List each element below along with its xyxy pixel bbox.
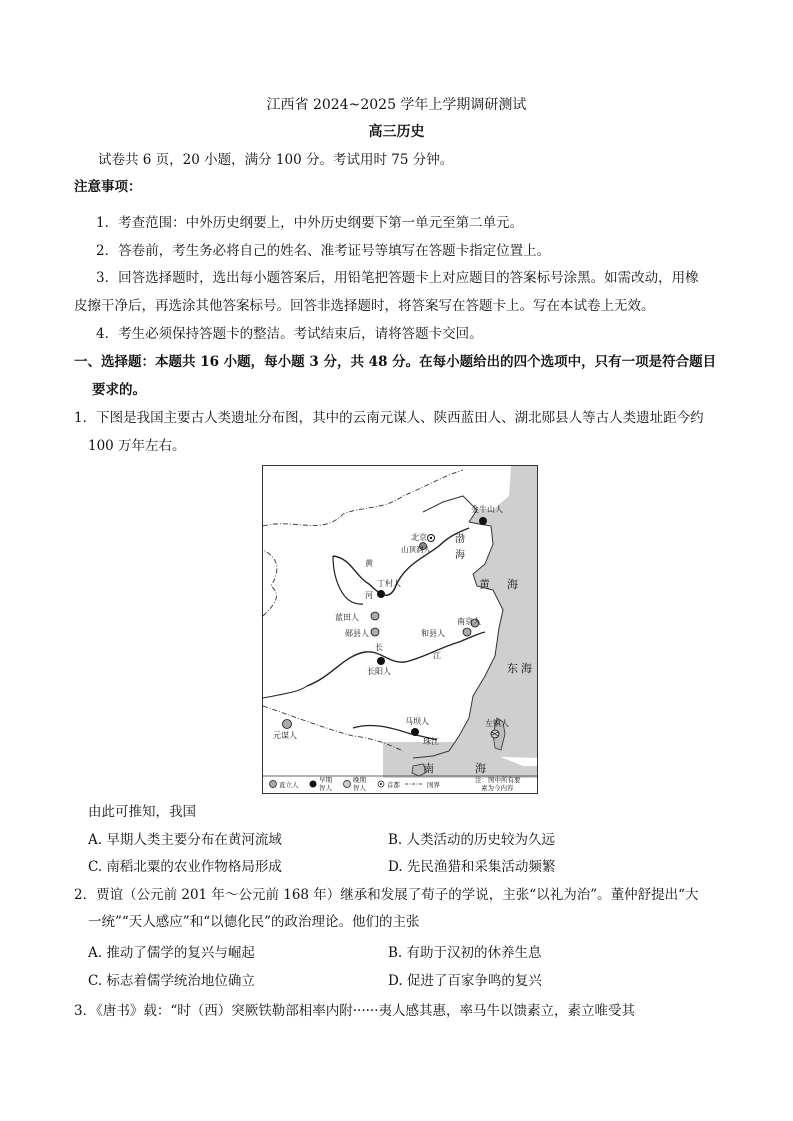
legend-zhili-swatch [270,781,277,788]
label-zuozhen: 左镇人 [485,719,509,728]
label-nanhai-2: 海 [475,762,486,775]
label-nanjing: 南京人 [457,617,481,626]
question-1-option-b[interactable]: B. 人类活动的历史较为久远 [388,832,556,848]
question-2-option-a[interactable]: A. 推动了儒学的复兴与崛起 [88,945,255,961]
legend-zaoqi-2: 智人 [319,784,332,792]
site-dingcun-marker [377,590,385,598]
map-svg [263,466,537,793]
label-he: 河 [365,591,373,600]
label-chang: 长 [375,643,383,652]
label-nanhai-1: 南 [423,762,434,775]
label-lantian: 蓝田人 [335,613,359,622]
note-item: 1．考查范围：中外历史纲要上，中外历史纲要下第一单元至第二单元。 [96,215,524,231]
site-changyang-marker [377,657,385,665]
site-hexian-marker [463,628,471,636]
site-yuanmou-marker [283,720,292,729]
question-1-stem: 1．下图是我国主要古人类遗址分布图，其中的云南元谋人、陕西蓝田人、湖北郧县人等古人类遗址距今约 [74,410,704,426]
legend-wanqi-swatch [344,781,351,788]
note-item: 4．考生必须保持答题卡的整洁。考试结束后，请将答题卡交回。 [96,326,483,342]
legend-note-1: 注：图中所有要 [475,776,521,784]
note-item: 2．答卷前，考生务必将自己的姓名、准考证号等填写在答题卡指定位置上。 [96,243,551,259]
yangtze-river [307,632,485,686]
label-maba: 马坝人 [405,717,429,726]
notes-heading: 注意事项： [74,179,142,195]
ancient-sites-map [262,465,538,794]
label-dingcun: 丁村人 [377,579,401,588]
exam-intro: 试卷共 6 页，20 小题，满分 100 分。考试用时 75 分钟。 [98,152,454,168]
question-2-option-d[interactable]: D. 促进了百家争鸣的复兴 [388,973,542,989]
yellow-river [333,528,469,595]
question-1-option-c[interactable]: C. 南稻北粟的农业作物格局形成 [88,859,282,875]
label-bohai-hai: 海 [455,550,465,561]
label-huanghai-1: 黄 [479,578,490,591]
note-item: 皮擦干净后，再选涂其他答案标号。回答非选择题时，将答案写在答题卡上。写在本试卷上无效。 [74,298,655,314]
section-heading: 一、选择题：本题共 16 小题，每小题 3 分，共 48 分。在每小题给出的四个选项中，只有一项是符合题目 [74,354,717,370]
question-1-option-d[interactable]: D. 先民渔猎和采集活动频繁 [388,859,556,875]
label-hexian: 和县人 [421,629,445,638]
legend-wanqi-2: 智人 [353,784,366,792]
site-lantian-marker [371,612,379,620]
label-donghai-1: 东 [507,662,518,675]
question-2-option-c[interactable]: C. 标志着儒学统治地位确立 [88,973,255,989]
label-donghai-2: 海 [521,662,532,675]
border-south [263,706,403,751]
label-yuanmou: 元谋人 [273,731,297,740]
border-north [263,470,463,526]
question-1-stem-cont: 100 万年左右。 [88,438,186,454]
label-huanghai-2: 海 [507,578,518,591]
legend-wanqi-1: 晚期 [353,776,366,784]
label-changyang: 长阳人 [367,667,391,676]
legend-border: 国界 [427,781,440,789]
label-shandingdong: 山顶洞人 [401,545,431,554]
note-item: 3．回答选择题时，选出每小题答案后，用铅笔把答题卡上对应题目的答案标号涂黑。如需改动，用橡 [96,270,699,286]
label-jinniushan: 金牛山人 [471,505,503,514]
question-1-option-a[interactable]: A. 早期人类主要分布在黄河流域 [88,832,282,848]
legend-capital: 首都 [387,781,400,789]
yangtze-upper [263,686,307,698]
label-yunxian: 郧县人 [345,629,369,638]
legend-zaoqi-1: 早期 [319,776,332,784]
bohai-coast [423,496,477,522]
site-jinniushan-marker [479,517,487,525]
question-2-stem-cont: 一统”“天人感应”和“以德化民”的政治理论。他们的主张 [88,914,420,930]
section-heading-cont: 要求的。 [92,382,146,398]
question-2-option-b[interactable]: B. 有助于汉初的休养生息 [388,945,542,961]
label-huang: 黄 [365,559,373,568]
site-yunxian-marker [371,628,379,636]
label-bo: 渤 [455,534,465,545]
label-beijing: 北京 [411,533,427,542]
legend-note-2: 素为今内容 [481,784,514,792]
label-jiang: 江 [433,651,441,660]
legend-zaoqi-swatch [310,781,317,788]
label-zhujiang: 珠江 [423,737,439,746]
site-maba-marker [411,728,419,736]
legend-zhili: 直立人 [279,781,299,789]
border-west [263,550,277,616]
exam-title: 江西省 2024~2025 学年上学期调研测试 [266,97,527,113]
question-1-stem-after: 由此可推知，我国 [88,804,196,820]
subject-title: 高三历史 [368,124,425,140]
question-3-stem: 3．《唐书》载：“时（西）突厥铁勒部相率内附······夷人感其惠，率马牛以馈素立，素立唯受其 [74,1003,635,1019]
question-2-stem: 2．贾谊（公元前 201 年～公元前 168 年）继承和发展了荀子的学说，主张“以礼为治”。董仲舒提出“大 [74,887,699,903]
